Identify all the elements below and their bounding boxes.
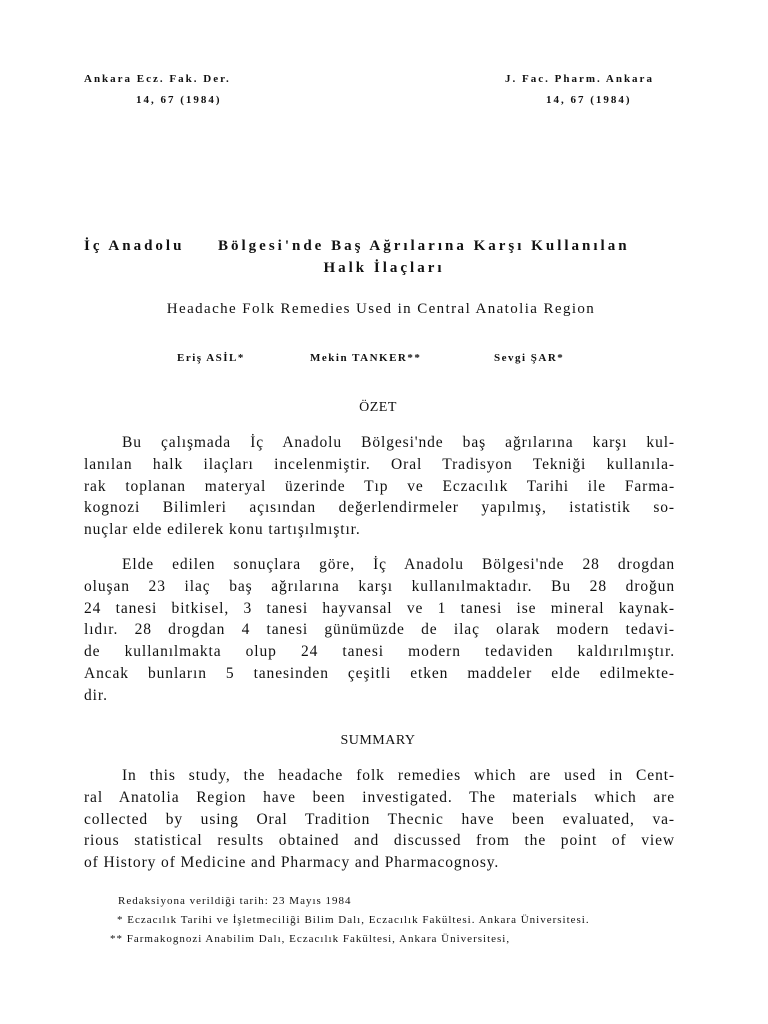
author-2: Mekin TANKER**	[310, 352, 422, 364]
text-line: Elde edilen sonuçlara göre, İç Anadolu Bölgesi'nde 28 drogdan	[122, 556, 675, 573]
received-date: Redaksiyona verildiği tarih: 23 Mayıs 1984	[118, 895, 352, 907]
journal-name-tr: Ankara Ecz. Fak. Der.	[84, 73, 231, 85]
title-tr-line2: Halk İlaçları	[323, 260, 445, 276]
author-1: Eriş ASİL*	[177, 352, 245, 364]
text-line: Bu çalışmada İç Anadolu Bölgesi'nde baş ağrılarına karşı kul-	[122, 434, 675, 451]
text-line: nuçlar elde edilerek konu tartışılmıştır.	[84, 521, 361, 539]
summary-heading-text: SUMMARY	[340, 733, 416, 748]
journal-issue-en: 14, 67 (1984)	[546, 94, 632, 106]
text-line: lanılan halk ilaçları incelenmiştir. Oral Tradisyon Tekniği kullanıla-	[84, 455, 675, 473]
summary-paragraph	[84, 765, 675, 874]
text-line: of History of Medicine and Pharmacy and Pharmacognosy.	[84, 854, 500, 872]
text-line: oluşan 23 ilaç baş ağrılarına karşı kullanılmaktadır. Bu 28 droğun	[84, 577, 675, 595]
text-line: rak toplanan materyal üzerinde Tıp ve Eczacılık Tarihi ile Farma-	[84, 477, 675, 495]
text-line: de kullanılmakta olup 24 tanesi modern tedaviden kaldırılmıştır.	[84, 643, 675, 661]
footnote-1: * Eczacılık Tarihi ve İşletmeciliği Bilim Dalı, Eczacılık Fakültesi. Ankara Üniversitesi.	[117, 914, 590, 926]
text-line: 24 tanesi bitkisel, 3 tanesi hayvansal ve 1 tanesi ise mineral kaynak-	[84, 599, 675, 617]
text-line: Ancak bunların 5 tanesinden çeşitli etken maddeler elde edilmekte-	[84, 664, 675, 682]
ozet-heading: ÖZET	[359, 400, 397, 415]
text-line: kognozi Bilimleri açısından değerlendirmeler yapılmış, istatistik so-	[84, 499, 675, 517]
author-3: Sevgi ŞAR*	[494, 352, 565, 364]
ozet-paragraph-2	[84, 554, 675, 707]
title-en: Headache Folk Remedies Used in Central Anatolia Region	[166, 301, 596, 317]
footnote-2: ** Farmakognozi Anabilim Dalı, Eczacılık Fakültesi, Ankara Üniversitesi,	[110, 933, 511, 945]
text-line: dir.	[84, 686, 108, 704]
text-line: ral Anatolia Region have been investigated. The materials which are	[84, 788, 675, 806]
ozet-paragraph-1	[84, 432, 675, 541]
journal-issue-tr: 14, 67 (1984)	[136, 94, 222, 106]
text-line: In this study, the headache folk remedies which are used in Cent-	[122, 767, 675, 784]
title-tr-part1: İç Anadolu	[84, 238, 185, 254]
summary-heading	[0, 733, 756, 749]
title-tr-part2: Bölgesi'nde Baş Ağrılarına Karşı Kullanılan	[218, 238, 630, 254]
text-line: rious statistical results obtained and discussed from the point of view	[84, 832, 675, 850]
journal-name-en: J. Fac. Pharm. Ankara	[505, 73, 654, 85]
text-line: lıdır. 28 drogdan 4 tanesi günümüzde de ilaç olarak modern tedavi-	[84, 621, 675, 639]
text-line: collected by using Oral Tradition Thecnic have been evaluated, va-	[84, 810, 675, 828]
